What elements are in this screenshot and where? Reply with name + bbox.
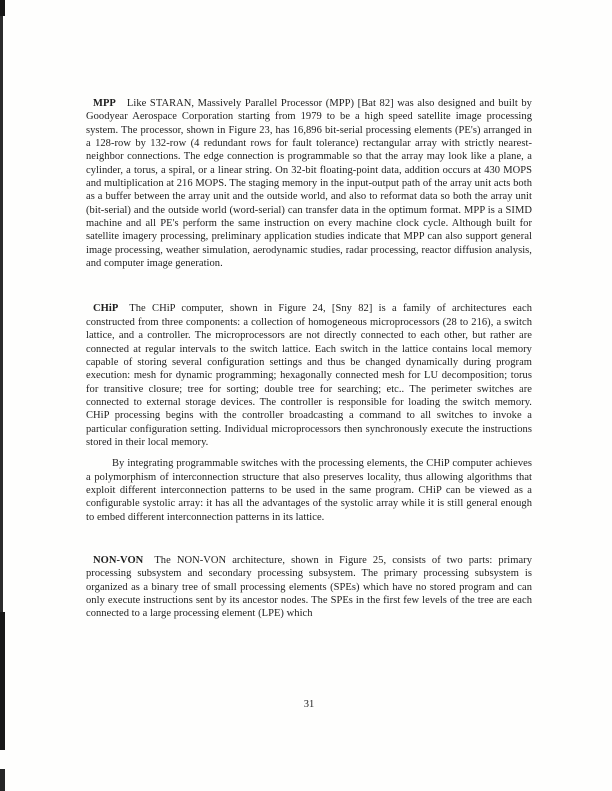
page-number: 31 (303, 699, 315, 710)
section-chip-paragraph-1: The CHiP computer, shown in Figure 24, [Sny 82] is a family of architectures each constructed from three components: a collection of homogeneous microprocessors (28 to 216), a switch lattice, and a controller. The microprocessors are not directly connected to each other, but rather are connected at regular intervals to the switch lattice. Each switch in the lattice contains local memory capable of storing several configuration settings and thus be changed dynamically during program execution: mesh for dynamic programming; hexagonally connected mesh for LU decomposition; torus for transitive closure; tree for sorting; double tree for searching; etc.. The perimeter switches are connected to external storage devices. The controller is responsible for loading the switch memory. CHiP processing begins with the controller broadcasting a command to all switches to invoke a particular configuration setting. Individual microprocessors then synchronously execute the instructions stored in their local memory. (86, 303, 532, 448)
section-mpp-paragraph: Like STARAN, Massively Parallel Processor (MPP) [Bat 82] was also designed and built by Goodyear Aerospace Corporation starting from 1979 to be a high speed satellite image processing system. The processor, shown in Figure 23, has 16,896 bit-serial processing elements (PE's) arranged in a 128-row by 132-row (4 redundant rows for fault tolerance) rectangular array with strictly nearest-neighbor connections. The edge connection is programmable so that the array may look like a plane, a cylinder, a torus, a spiral, or a linear string. On 32-bit floating-point data, addition occurs at 430 MOPS and multiplication at 216 MOPS. The staging memory in the input-output path of the array unit acts both as a buffer between the array unit and the outside world, and also to reformat data so both the array unit (bit-serial) and the outside world (word-serial) can transfer data in the optimum format. MPP is a SIMD machine and all PE's perform the same instruction on every machine clock cycle. Although built for satellite imagery processing, preliminary application studies indicate that MPP can also support general image processing, weather simulation, aerodynamic studies, radar processing, reactor diffusion analysis, and computer image generation. (86, 98, 532, 270)
section-nonvon-paragraph: The NON-VON architecture, shown in Figure 25, consists of two parts: primary processing subsystem and secondary processing subsystem. The primary processing subsystem is organized as a binary tree of small processing elements (SPEs) which have no stored program and can only execute instructions sent by its ancestor nodes. The SPEs in the first few levels of the tree are each connected to a large processing element (LPE) which (86, 554, 532, 620)
section-chip (86, 302, 532, 449)
scan-edge-artifact-upper (0, 0, 3, 615)
section-heading-chip: CHiP (93, 303, 119, 315)
scan-edge-artifact-corner (0, 0, 5, 16)
section-heading-nonvon: NON-VON (93, 554, 144, 566)
text-block (86, 97, 532, 621)
section-chip-paragraph-2-text: By integrating programmable switches with the processing elements, the CHiP computer achieves a polymorphism of interconnection structure that also preserves locality, thus allowing algorithms that exploit different interconnection patterns to be used in the same program. CHiP can be viewed as a configurable systolic array: it has all the advantages of the systolic array while it is still general enough to embed different interconnection patterns in its lattice. (86, 458, 532, 523)
scan-edge-artifact-lower (0, 612, 5, 750)
section-nonvon (86, 554, 532, 621)
section-mpp (86, 97, 532, 270)
section-heading-mpp: MPP (93, 98, 116, 109)
section-chip-paragraph-2 (86, 457, 532, 524)
scan-edge-artifact-bottom (0, 769, 5, 791)
